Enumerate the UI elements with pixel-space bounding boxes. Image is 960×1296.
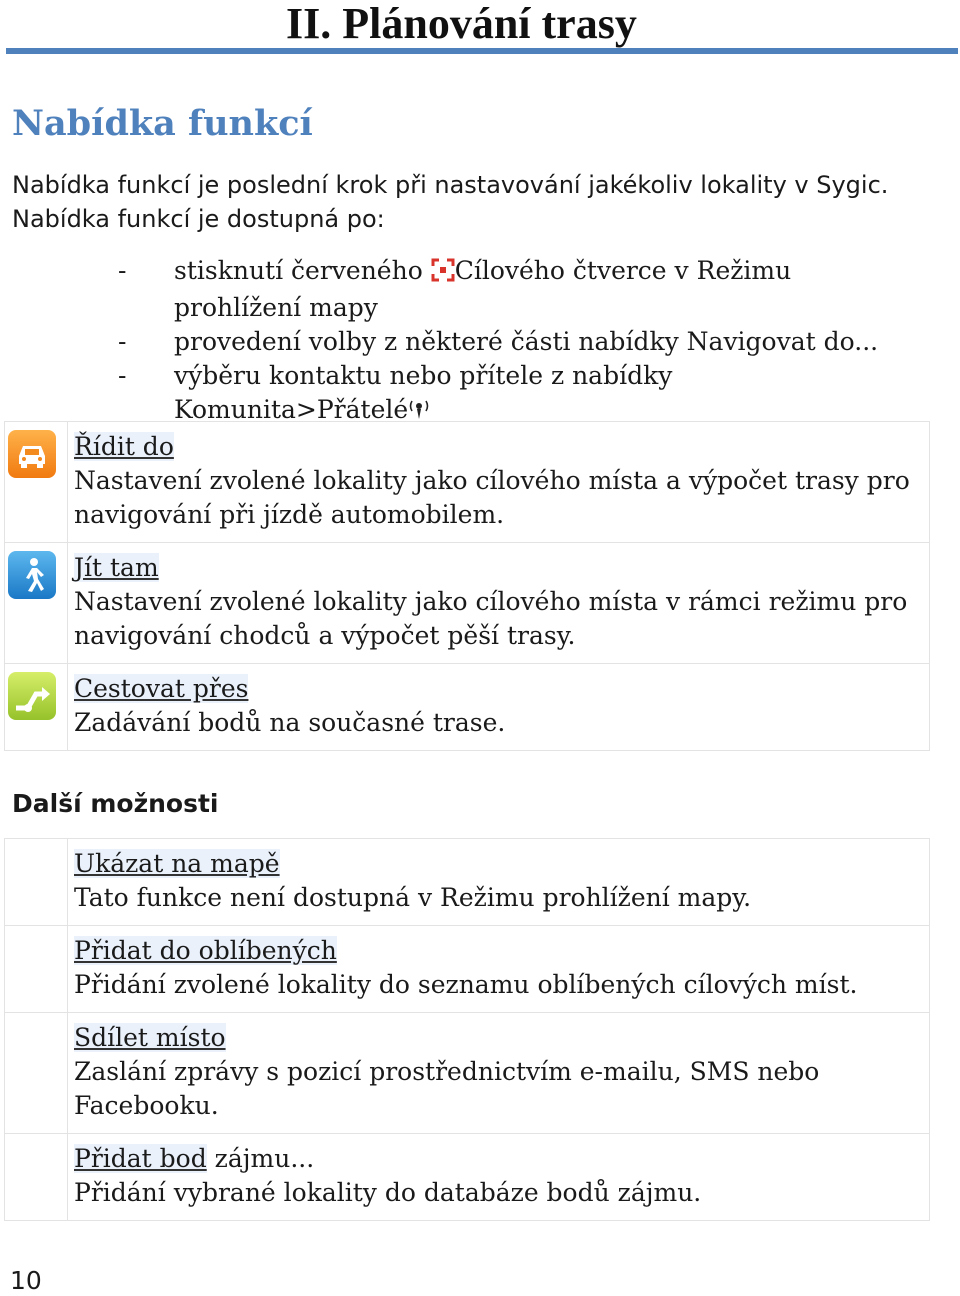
option-title-link[interactable]: Sdílet místo xyxy=(74,1023,226,1052)
option-row[interactable] xyxy=(5,1134,930,1221)
car-icon[interactable] xyxy=(8,430,56,478)
chapter-title-rule xyxy=(6,48,958,54)
pedestrian-icon[interactable] xyxy=(8,551,56,599)
bullet-text: Cílového čtverce v Režimu prohlížení mapy xyxy=(174,256,792,322)
option-description: Tato funkce není dostupná v Režimu prohlížení mapy. xyxy=(74,883,752,912)
bullet-dash: - xyxy=(118,361,127,390)
bullet-item xyxy=(0,325,914,359)
bullet-text: provedení volby z některé části nabídky Navigovat do... xyxy=(174,327,879,356)
function-row[interactable] xyxy=(5,422,930,543)
option-row[interactable] xyxy=(5,839,930,926)
function-row[interactable] xyxy=(5,664,930,751)
travel-via-icon[interactable] xyxy=(8,672,56,720)
option-title-link[interactable]: Přidat bod xyxy=(74,1144,207,1173)
option-description: Přidání vybrané lokality do databáze bodů zájmu. xyxy=(74,1178,702,1207)
section-heading: Nabídka funkcí xyxy=(12,103,313,144)
more-options-table xyxy=(4,838,930,1221)
bullet-item xyxy=(0,254,914,325)
intro-paragraph xyxy=(12,168,952,236)
function-description: Nastavení zvolené lokality jako cílového místa v rámci režimu pro navigování chodců a výpočet pěší trasy. xyxy=(74,587,908,650)
option-description: Zaslání zprávy s pozicí prostřednictvím e-mailu, SMS nebo Facebooku. xyxy=(74,1057,820,1120)
intro-line-2: Nabídka funkcí je dostupná po: xyxy=(12,205,385,233)
bullet-dash: - xyxy=(118,327,127,356)
option-title-link[interactable]: Přidat do oblíbených xyxy=(74,936,337,965)
bullet-list xyxy=(0,254,960,430)
bullet-item xyxy=(0,359,914,430)
intro-line-1: Nabídka funkcí je poslední krok při nastavování jakékoliv lokality v Sygic. xyxy=(12,171,889,199)
option-title-suffix: zájmu... xyxy=(206,1144,315,1173)
functions-table xyxy=(4,421,930,751)
chapter-title: II. Plánování trasy xyxy=(286,0,637,48)
page-number: 10 xyxy=(10,1266,42,1295)
function-title-link[interactable]: Cestovat přes xyxy=(74,674,249,703)
target-square-icon xyxy=(431,257,455,291)
option-title-link[interactable]: Ukázat na mapě xyxy=(74,849,280,878)
function-title-link[interactable]: Řídit do xyxy=(74,432,174,461)
function-description: Zadávání bodů na současné trase. xyxy=(74,708,506,737)
option-description: Přidání zvolené lokality do seznamu oblíbených cílových míst. xyxy=(74,970,858,999)
more-options-heading: Další možnosti xyxy=(12,789,219,818)
function-description: Nastavení zvolené lokality jako cílového místa a výpočet trasy pro navigování při jízdě automobilem. xyxy=(74,466,910,529)
function-row[interactable] xyxy=(5,543,930,664)
option-row[interactable] xyxy=(5,926,930,1013)
function-title-link[interactable]: Jít tam xyxy=(74,553,159,582)
bullet-text: stisknutí červeného xyxy=(174,256,431,285)
bullet-text: výběru kontaktu nebo přítele z nabídky Komunita>Přátelé xyxy=(174,361,673,424)
bullet-dash: - xyxy=(118,256,127,285)
option-row[interactable] xyxy=(5,1013,930,1134)
